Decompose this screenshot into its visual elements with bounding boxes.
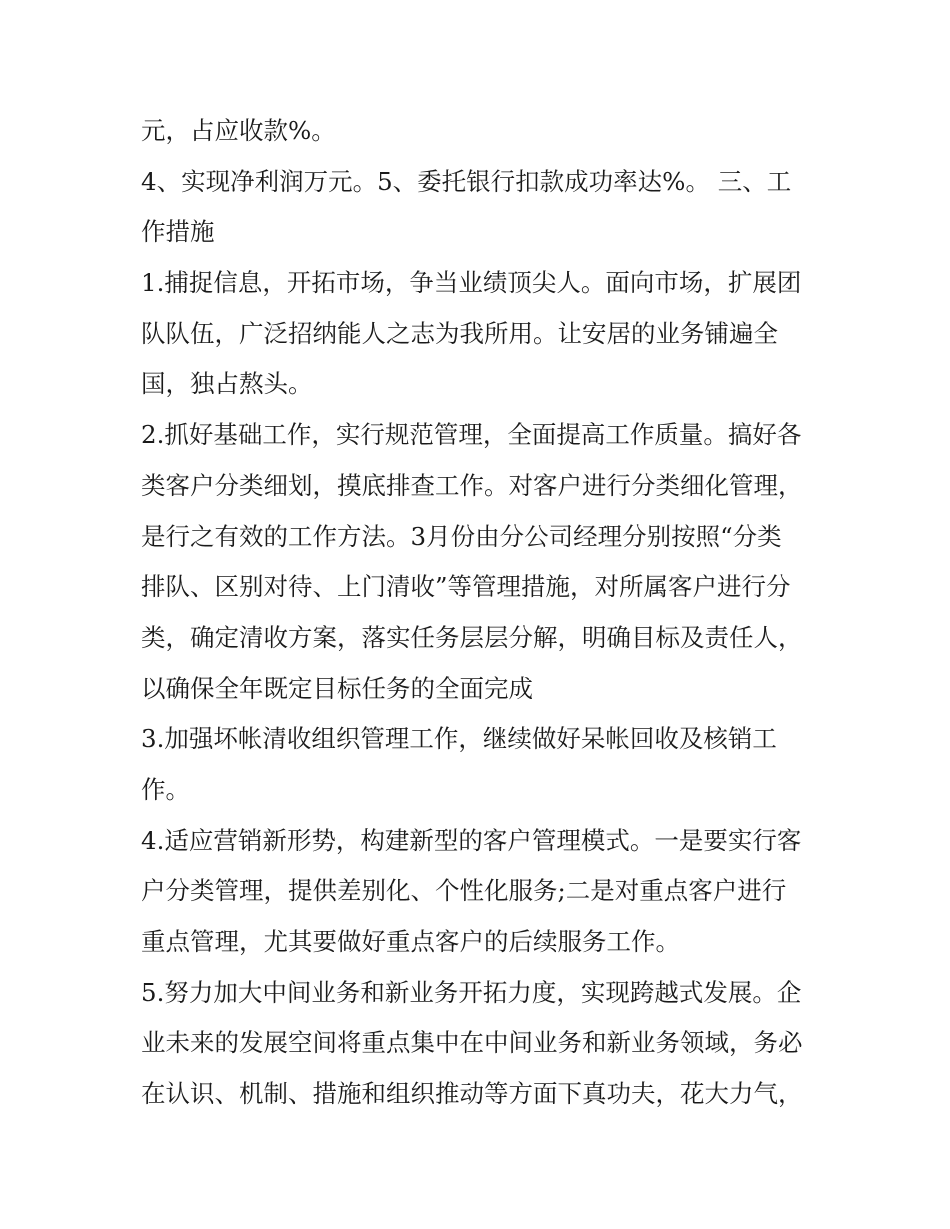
text-line: 3.加强坏帐清收组织管理工作，继续做好呆帐回收及核销工 [141, 724, 777, 754]
text-line: 类客户分类细划，摸底排查工作。对客户进行分类细化管理， [141, 470, 803, 500]
text-line: 5.努力加大中间业务和新业务开拓力度，实现跨越式发展。企 [141, 977, 802, 1007]
text-line: 4.适应营销新形势，构建新型的客户管理模式。一是要实行客 [141, 825, 802, 855]
text-line: 以确保全年既定目标任务的全面完成 [141, 673, 533, 703]
body-text [141, 106, 821, 1120]
text-line: 重点管理，尤其要做好重点客户的后续服务工作。 [141, 927, 680, 956]
text-line: 户分类管理，提供差别化、个性化服务;二是对重点客户进行 [141, 876, 787, 906]
text-line: 业未来的发展空间将重点集中在中间业务和新业务领域，务必 [141, 1028, 803, 1058]
text-line: 在认识、机制、措施和组织推动等方面下真功夫，花大力气， [141, 1079, 803, 1109]
text-line: 队队伍，广泛招纳能人之志为我所用。让安居的业务铺遍全 [141, 318, 778, 348]
text-line: 1.捕捉信息，开拓市场，争当业绩顶尖人。面向市场，扩展团 [141, 268, 802, 298]
text-line: 排队、区别对待、上门清收”等管理措施，对所属客户进行分 [141, 572, 791, 602]
text-line: 作。 [141, 774, 190, 804]
text-line: 4、实现净利润万元。5、委托银行扣款成功率达%。 三、工 [141, 166, 792, 196]
text-line: 元，占应收款%。 [141, 116, 336, 145]
text-line: 国，独占熬头。 [141, 369, 313, 399]
text-line: 类，确定清收方案，落实任务层层分解，明确目标及责任人， [141, 622, 803, 652]
text-line: 是行之有效的工作方法。3月份由分公司经理分别按照“分类 [141, 521, 782, 551]
text-line: 作措施 [141, 217, 215, 247]
text-line: 2.抓好基础工作，实行规范管理，全面提高工作质量。搞好各 [141, 420, 802, 450]
